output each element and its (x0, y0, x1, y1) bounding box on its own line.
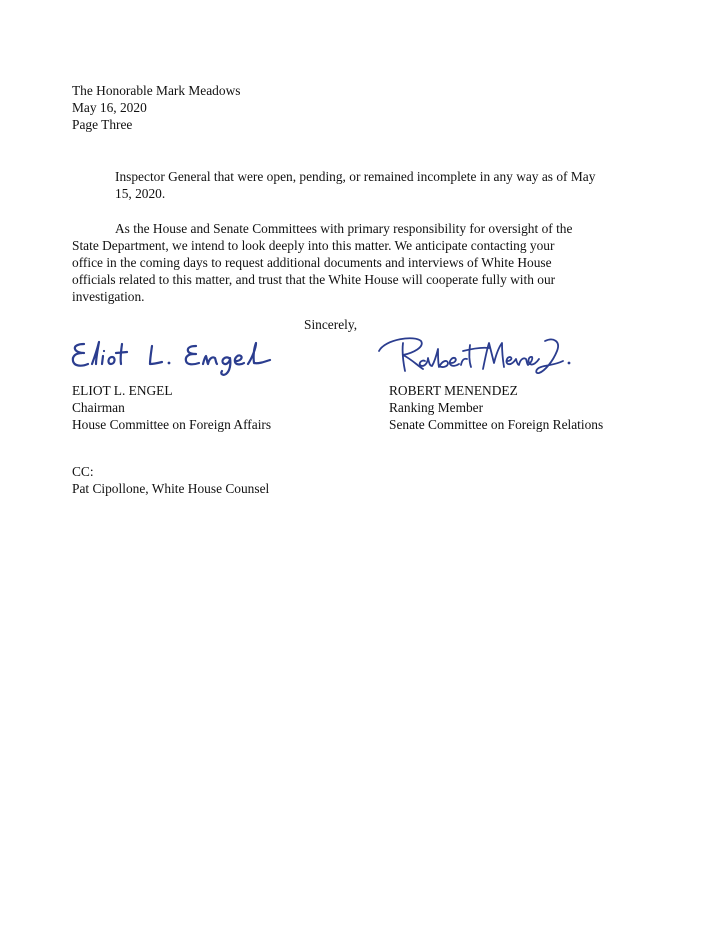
signatory-name: ELIOT L. ENGEL (72, 383, 173, 398)
paragraph-line: State Department, we intend to look deeply into this matter. We anticipate contacting your (72, 238, 555, 253)
paragraph-line: Inspector General that were open, pending, or remained incomplete in any way as of May (115, 169, 596, 184)
cc-recipient: Pat Cipollone, White House Counsel (72, 481, 270, 496)
signature-menendez (375, 331, 585, 379)
paragraph-line: office in the coming days to request additional documents and interviews of White House (72, 255, 552, 270)
signatory-committee: Senate Committee on Foreign Relations (389, 417, 604, 432)
paragraph-line: 15, 2020. (115, 186, 166, 201)
letter-header (72, 82, 240, 133)
paragraph-oversight (72, 220, 572, 305)
signatory-name: ROBERT MENENDEZ (389, 383, 518, 398)
closing (304, 316, 357, 333)
letter-date: May 16, 2020 (72, 100, 147, 115)
page-number: Page Three (72, 117, 133, 132)
closing-text: Sincerely, (304, 317, 358, 332)
paragraph-continued (115, 168, 595, 202)
paragraph-line: As the House and Senate Committees with primary responsibility for oversight of the (115, 221, 573, 236)
signatory-title: Ranking Member (389, 400, 484, 415)
paragraph-line: investigation. (72, 289, 145, 304)
cc-block (72, 463, 269, 497)
signatory-title: Chairman (72, 400, 125, 415)
signatory-committee: House Committee on Foreign Affairs (72, 417, 272, 432)
signature-engel (68, 334, 283, 378)
addressee: The Honorable Mark Meadows (72, 83, 241, 98)
signatory-block-menendez (389, 382, 603, 433)
signatory-block-engel (72, 382, 271, 433)
paragraph-line: officials related to this matter, and trust that the White House will cooperate fully with our (72, 272, 556, 287)
cc-label: CC: (72, 464, 94, 479)
